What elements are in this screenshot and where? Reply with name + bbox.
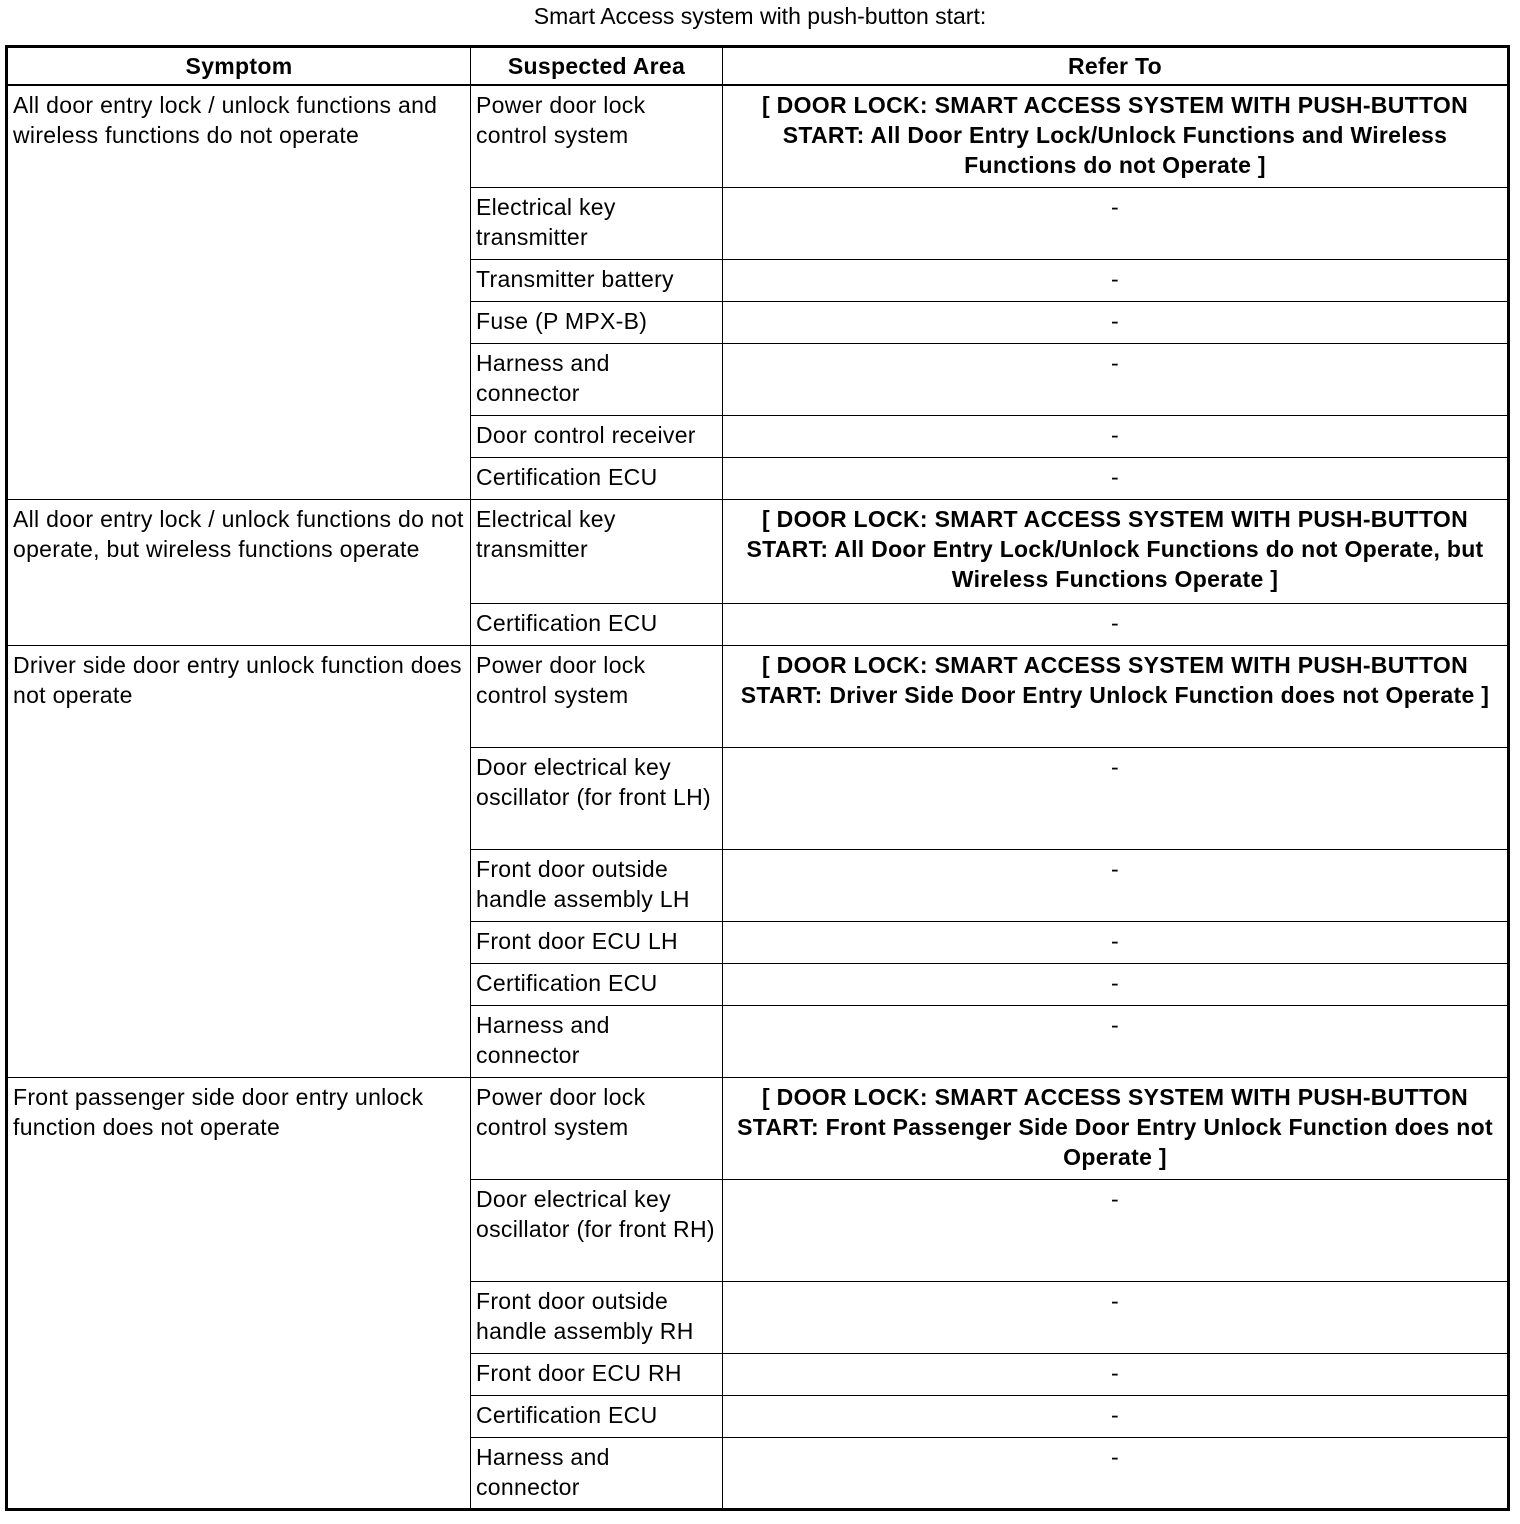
suspected-area-cell: Door control receiver	[471, 415, 723, 457]
suspected-area-cell: Front door outside handle assembly LH	[471, 849, 723, 921]
refer-to-cell: -	[723, 1353, 1509, 1395]
suspected-area-cell: Power door lock control system	[471, 85, 723, 187]
suspected-area-cell: Power door lock control system	[471, 645, 723, 747]
refer-to-cell: -	[723, 301, 1509, 343]
suspected-area-cell: Certification ECU	[471, 603, 723, 645]
symptom-cell: All door entry lock / unlock functions and wireless functions do not operate	[7, 85, 471, 499]
refer-to-cell: -	[723, 849, 1509, 921]
refer-to-cell: -	[723, 603, 1509, 645]
suspected-area-cell: Harness and connector	[471, 343, 723, 415]
refer-to-cell: -	[723, 747, 1509, 849]
suspected-area-cell: Harness and connector	[471, 1005, 723, 1077]
symptom-cell: Driver side door entry unlock function does not operate	[7, 645, 471, 1077]
suspected-area-cell: Certification ECU	[471, 1395, 723, 1437]
header-symptom: Symptom	[7, 47, 471, 86]
suspected-area-cell: Certification ECU	[471, 963, 723, 1005]
suspected-area-cell: Fuse (P MPX-B)	[471, 301, 723, 343]
refer-to-cell: -	[723, 1437, 1509, 1509]
refer-to-cell: -	[723, 187, 1509, 259]
refer-to-cell: -	[723, 343, 1509, 415]
refer-to-cell: -	[723, 1395, 1509, 1437]
refer-to-cell: -	[723, 457, 1509, 499]
suspected-area-cell: Door electrical key oscillator (for front LH)	[471, 747, 723, 849]
refer-to-cell: -	[723, 415, 1509, 457]
refer-to-cell: -	[723, 963, 1509, 1005]
refer-to-cell: -	[723, 259, 1509, 301]
symptom-table	[5, 45, 1510, 1511]
suspected-area-cell: Door electrical key oscillator (for front RH)	[471, 1179, 723, 1281]
refer-to-cell: -	[723, 921, 1509, 963]
refer-to-cell: -	[723, 1005, 1509, 1077]
symptom-cell: Front passenger side door entry unlock function does not operate	[7, 1077, 471, 1509]
table-caption: Smart Access system with push-button start:	[533, 3, 987, 29]
suspected-area-cell: Harness and connector	[471, 1437, 723, 1509]
suspected-area-cell: Certification ECU	[471, 457, 723, 499]
header-refer-to: Refer To	[723, 47, 1509, 86]
header-suspected-area: Suspected Area	[471, 47, 723, 86]
suspected-area-cell: Transmitter battery	[471, 259, 723, 301]
refer-to-cell: -	[723, 1281, 1509, 1353]
table-row	[7, 645, 1509, 747]
table-row	[7, 499, 1509, 603]
table-row	[7, 1077, 1509, 1179]
suspected-area-cell: Electrical key transmitter	[471, 499, 723, 603]
header-row	[7, 47, 1509, 86]
symptom-cell: All door entry lock / unlock functions do not operate, but wireless functions operate	[7, 499, 471, 645]
suspected-area-cell: Power door lock control system	[471, 1077, 723, 1179]
suspected-area-cell: Electrical key transmitter	[471, 187, 723, 259]
suspected-area-cell: Front door ECU RH	[471, 1353, 723, 1395]
suspected-area-cell: Front door ECU LH	[471, 921, 723, 963]
refer-to-link[interactable]: [ DOOR LOCK: SMART ACCESS SYSTEM WITH PUSH-BUTTON START: All Door Entry Lock/Unlock Functions do not Operate, but Wireless Functions Operate ]	[723, 499, 1509, 603]
refer-to-link[interactable]: [ DOOR LOCK: SMART ACCESS SYSTEM WITH PUSH-BUTTON START: All Door Entry Lock/Unlock Functions and Wireless Functions do not Operate ]	[723, 85, 1509, 187]
refer-to-link[interactable]: [ DOOR LOCK: SMART ACCESS SYSTEM WITH PUSH-BUTTON START: Driver Side Door Entry Unlock Function does not Operate ]	[723, 645, 1509, 747]
refer-to-cell: -	[723, 1179, 1509, 1281]
table-row	[7, 85, 1509, 187]
suspected-area-cell: Front door outside handle assembly RH	[471, 1281, 723, 1353]
refer-to-link[interactable]: [ DOOR LOCK: SMART ACCESS SYSTEM WITH PUSH-BUTTON START: Front Passenger Side Door Entry Unlock Function does not Operate ]	[723, 1077, 1509, 1179]
